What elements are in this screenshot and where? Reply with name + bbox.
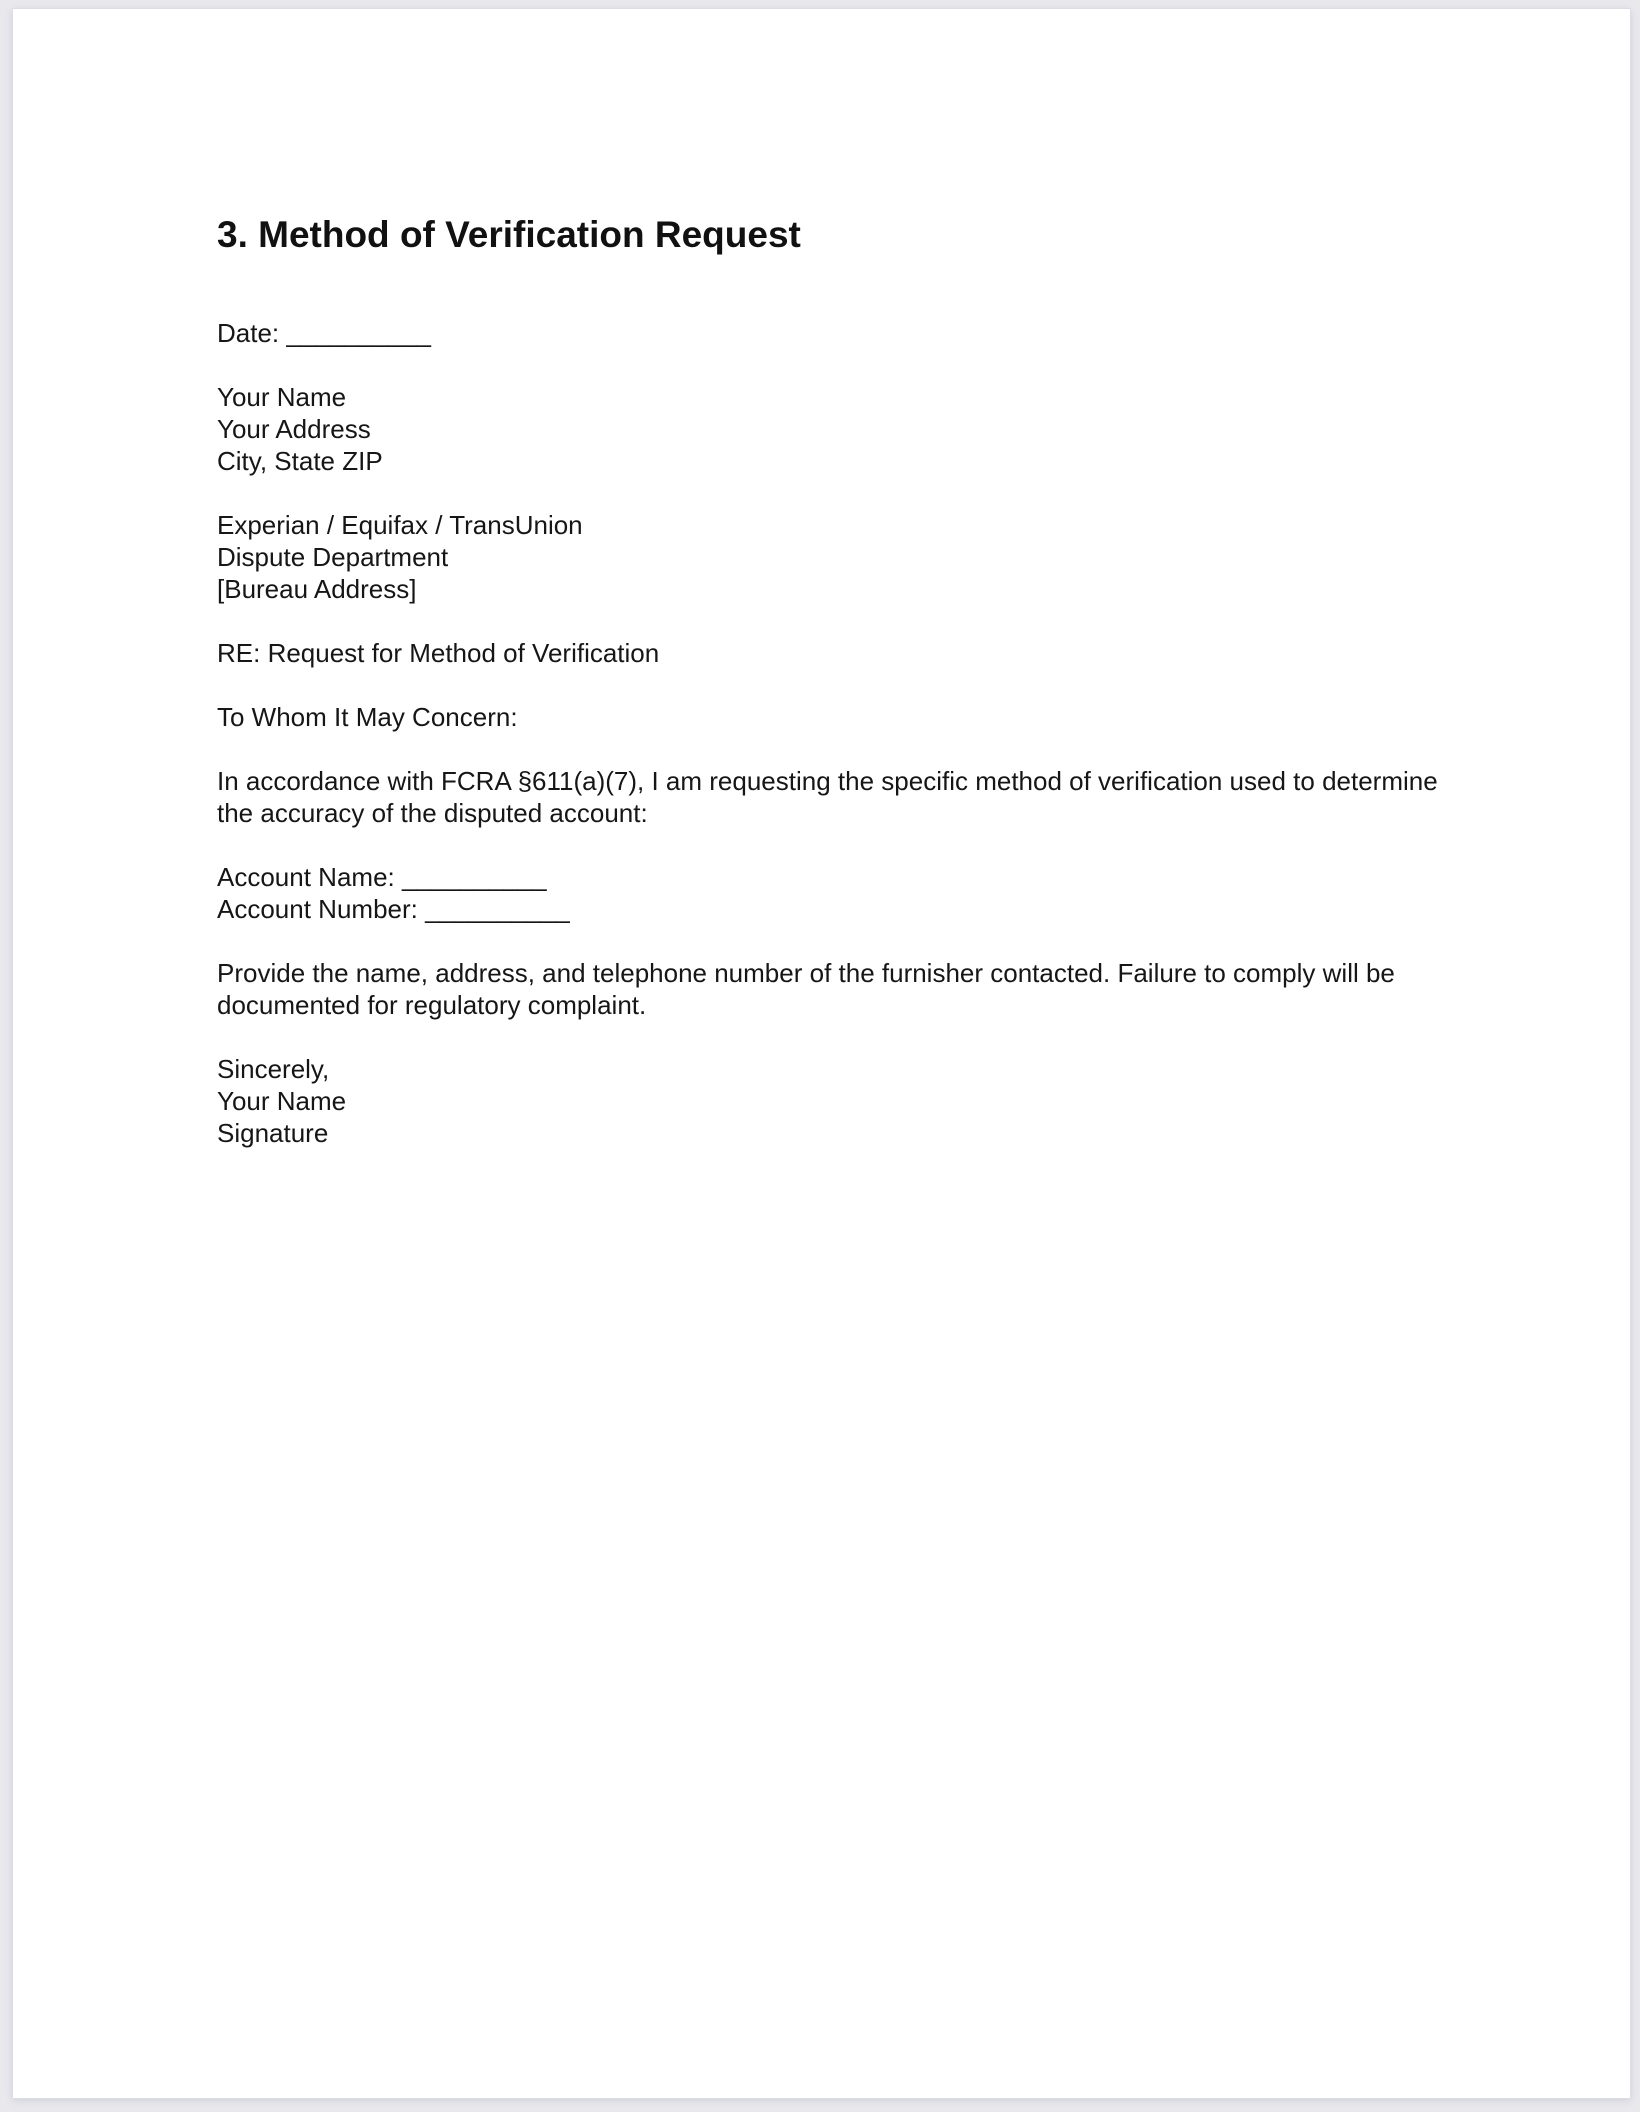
- sender-address-line: Your Address: [217, 414, 371, 444]
- sender-city-line: City, State ZIP: [217, 446, 383, 476]
- account-number-label: Account Number:: [217, 894, 418, 924]
- account-number-row: [217, 893, 1439, 925]
- body-paragraph-2: Provide the name, address, and telephone number of the furnisher contacted. Failure to comply will be documented for regulatory complaint.: [217, 958, 1395, 1020]
- date-blank: __________: [286, 318, 431, 348]
- account-fields-block: [217, 861, 1439, 925]
- letter-page: [13, 9, 1630, 2098]
- date-label: Date:: [217, 318, 280, 348]
- body-paragraph-1: In accordance with FCRA §611(a)(7), I am requesting the specific method of verification used to determine the accuracy of the disputed account:: [217, 766, 1438, 828]
- recipient-address-line: [Bureau Address]: [217, 574, 417, 604]
- recipient-bureaus-line: Experian / Equifax / TransUnion: [217, 510, 583, 540]
- recipient-block: [217, 509, 1439, 605]
- letter-document: [217, 213, 1439, 1149]
- sender-block: [217, 381, 1439, 477]
- subject-line: RE: Request for Method of Verification: [217, 638, 660, 668]
- account-name-blank: __________: [401, 862, 547, 892]
- closing-block: [217, 1053, 1439, 1149]
- closing-sincerely-line: Sincerely,: [217, 1054, 330, 1084]
- closing-name-line: Your Name: [217, 1086, 347, 1116]
- closing-signature-line: Signature: [217, 1118, 329, 1148]
- recipient-department-line: Dispute Department: [217, 542, 449, 572]
- salutation-line: To Whom It May Concern:: [217, 702, 518, 732]
- letter-title: 3. Method of Verification Request: [217, 214, 801, 255]
- sender-name-line: Your Name: [217, 382, 347, 412]
- account-name-row: [217, 861, 1439, 893]
- date-line: [217, 317, 1439, 349]
- account-name-label: Account Name:: [217, 862, 395, 892]
- account-number-blank: __________: [425, 894, 570, 924]
